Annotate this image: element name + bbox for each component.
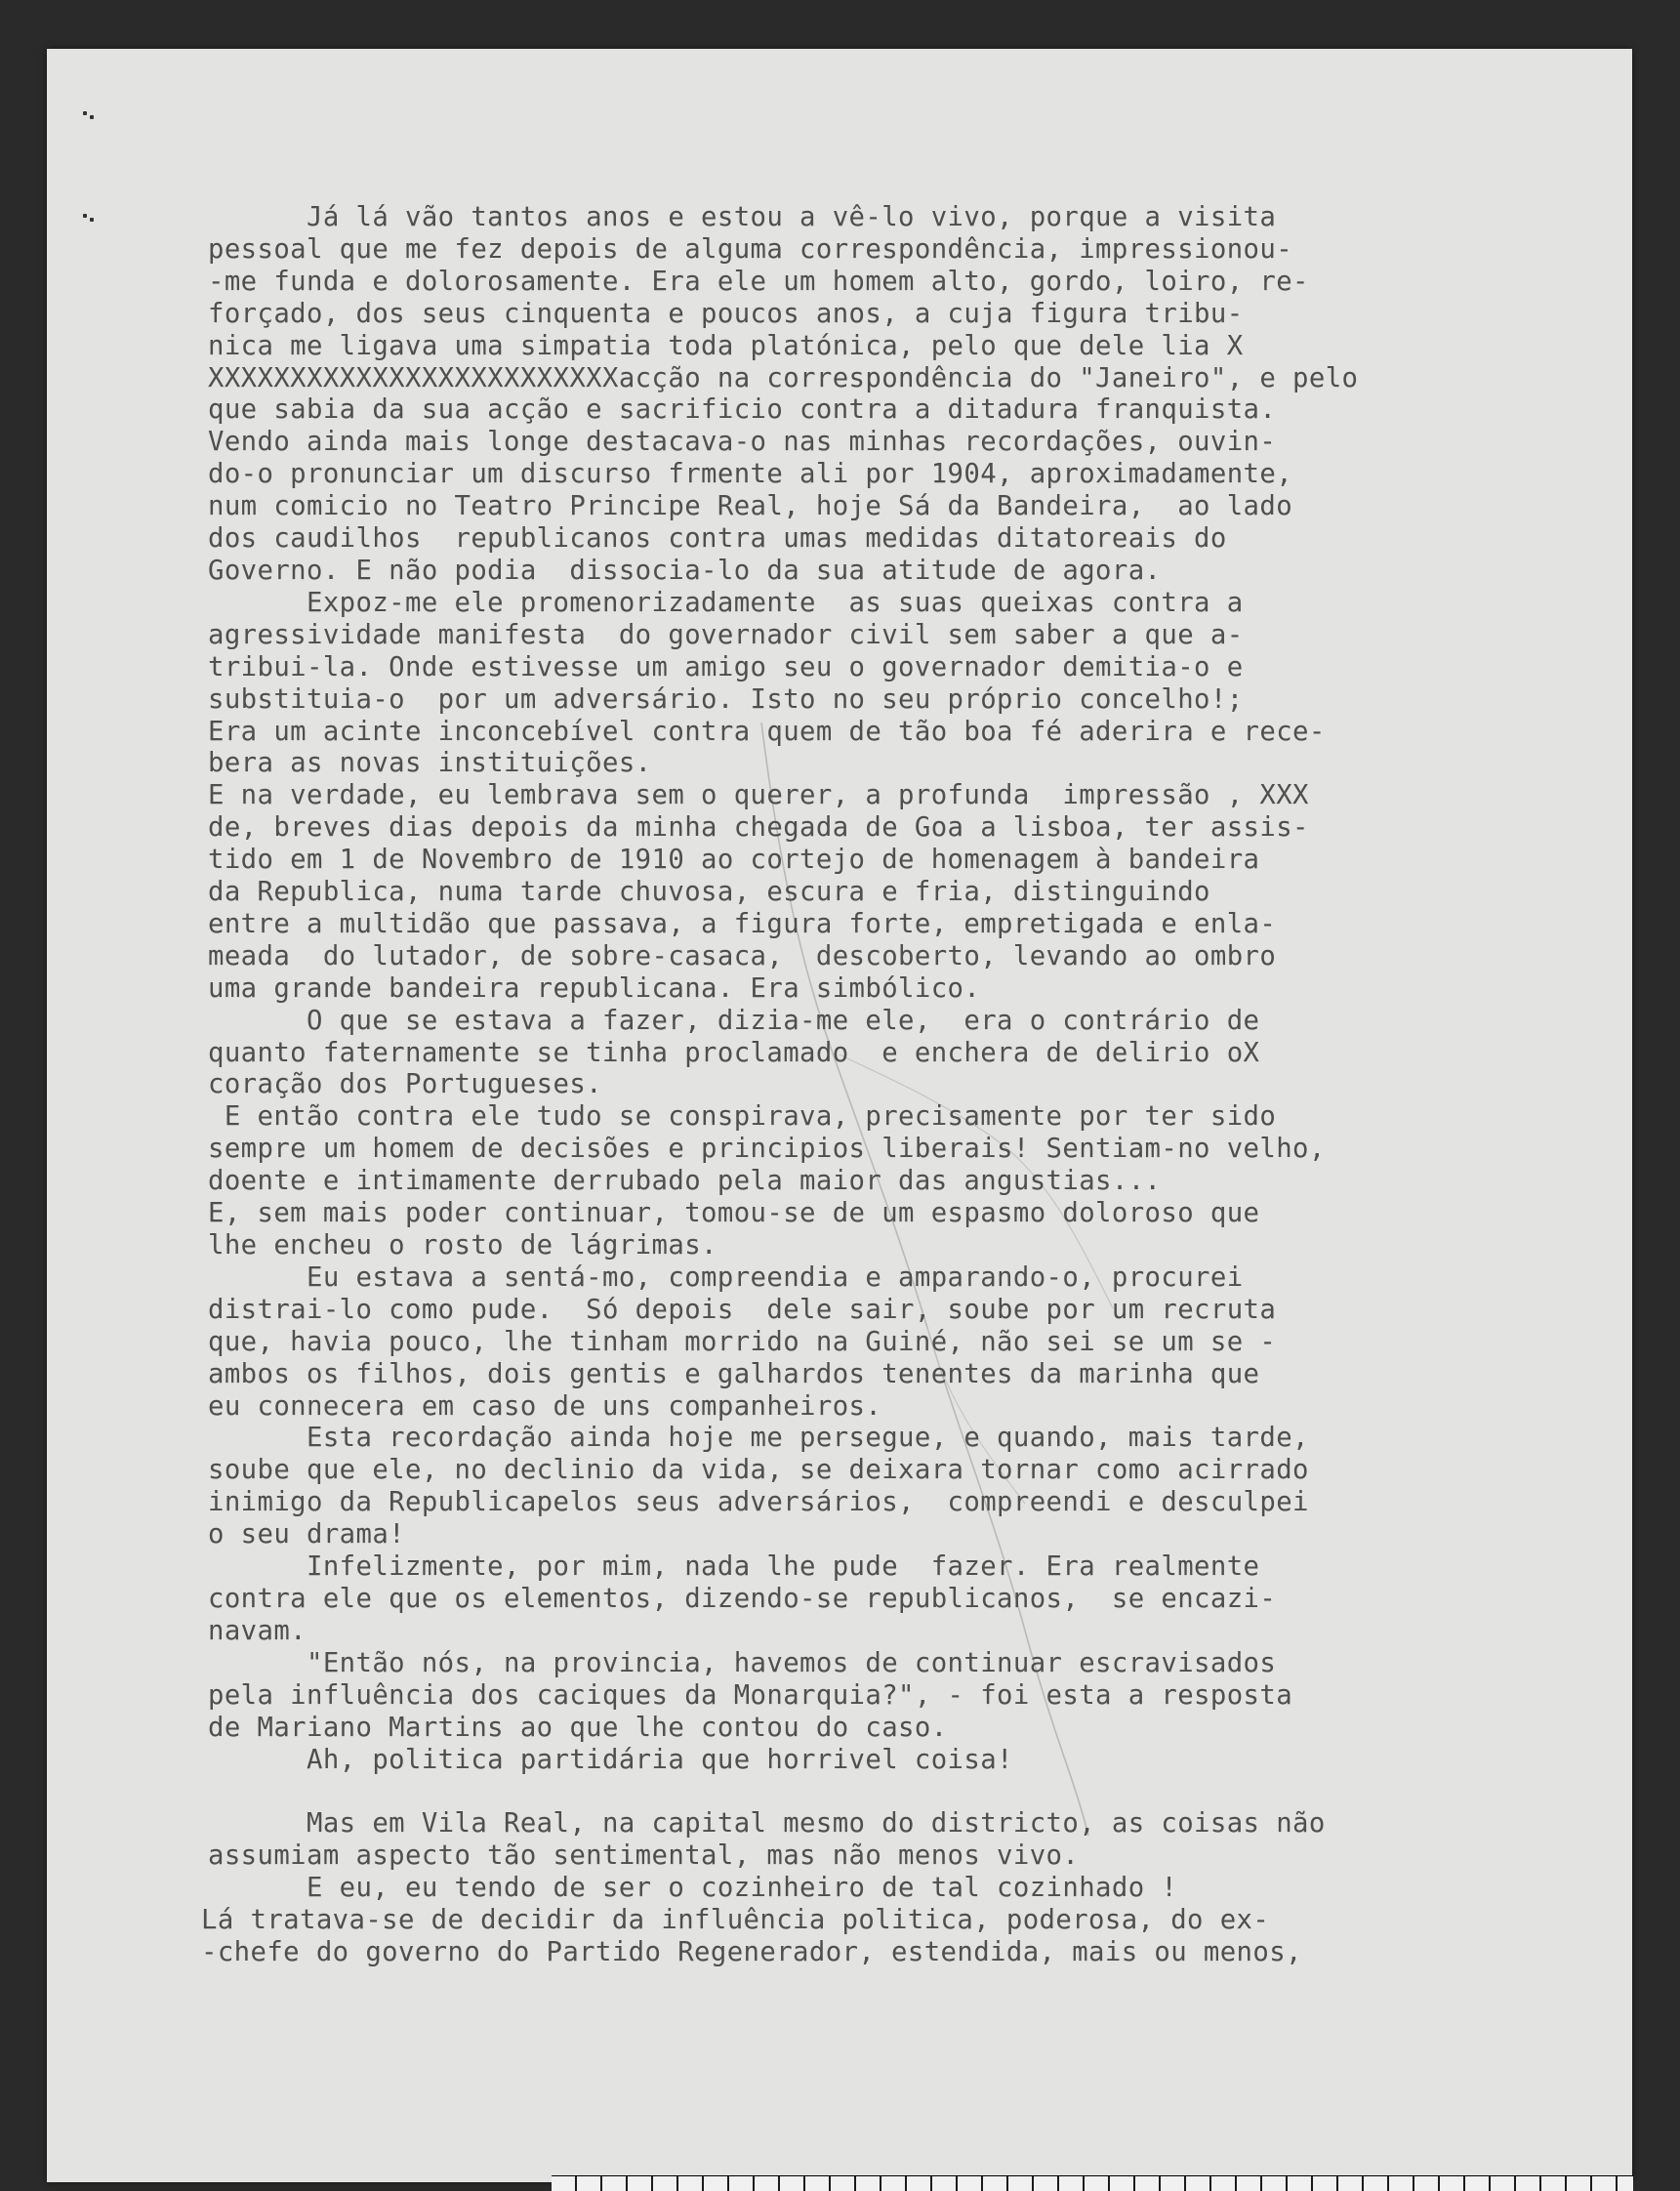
text-line: E na verdade, eu lembrava sem o querer, a profunda impressão , XXX <box>208 780 1309 811</box>
text-line: uma grande bandeira republicana. Era simbólico. <box>208 972 981 1004</box>
text-line: de, breves dias depois da minha chegada de Goa a lisboa, ter assis- <box>208 812 1309 844</box>
text-line: entre a multidão que passava, a figura forte, empretigada e enla- <box>208 908 1277 939</box>
text-line: E eu, eu tendo de ser o cozinheiro de tal cozinhado ! <box>208 1873 1178 1904</box>
text-line: num comicio no Teatro Principe Real, hoje Sá da Bandeira, ao lado <box>208 491 1293 522</box>
text-line: Ah, politica partidária que horrivel coisa! <box>208 1744 1013 1775</box>
text-line: do-o pronunciar um discurso frmente ali por 1904, aproximadamente, <box>208 459 1293 490</box>
text-line: doente e intimamente derrubado pela maior das angustias... <box>208 1166 1162 1197</box>
text-line: forçado, dos seus cinquenta e poucos anos, a cuja figura tribu- <box>208 298 1244 329</box>
text-line: da Republica, numa tarde chuvosa, escura e fria, distinguindo <box>208 877 1210 908</box>
text-line: Infelizmente, por mim, nada lhe pude fazer. Era realmente <box>208 1551 1260 1583</box>
text-line: XXXXXXXXXXXXXXXXXXXXXXXXXacção na correspondência do "Janeiro", e pelo <box>208 362 1359 393</box>
punch-mark <box>83 212 95 222</box>
text-line: -chefe do governo do Partido Regenerador, estendida, mais ou menos, <box>201 1936 1302 1967</box>
text-line: tribui-la. Onde estivesse um amigo seu o governador demitia-o e <box>208 651 1244 682</box>
text-line: coração dos Portugueses. <box>208 1069 603 1100</box>
text-line: inimigo da Republicapelos seus adversários, compreendi e desculpei <box>208 1487 1309 1518</box>
punch-mark <box>83 109 95 119</box>
typewritten-text <box>201 202 1550 1969</box>
text-line: nica me ligava uma simpatia toda platónica, pelo que dele lia X <box>208 330 1244 361</box>
blank-line <box>208 1776 1550 1808</box>
text-line: de Mariano Martins ao que lhe contou do caso. <box>208 1712 948 1743</box>
text-line: -me funda e dolorosamente. Era ele um homem alto, gordo, loiro, re- <box>208 266 1309 297</box>
text-line: dos caudilhos republicanos contra umas medidas ditatoreais do <box>208 523 1227 555</box>
text-line: E então contra ele tudo se conspirava, precisamente por ter sido <box>208 1101 1277 1133</box>
text-line: Mas em Vila Real, na capital mesmo do districto, as coisas não <box>208 1808 1326 1840</box>
text-line: lhe encheu o rosto de lágrimas. <box>208 1230 717 1261</box>
text-line: soube que ele, no declinio da vida, se deixara tornar como acirrado <box>208 1455 1309 1486</box>
text-line: "Então nós, na provincia, havemos de continuar escravisados <box>208 1647 1277 1678</box>
text-line: distrai-lo como pude. Só depois dele sair, soube por um recruta <box>208 1294 1277 1325</box>
text-line: que, havia pouco, lhe tinham morrido na Guiné, não sei se um se - <box>208 1326 1277 1357</box>
text-line: Eu estava a sentá-mo, compreendia e amparando-o, procurei <box>208 1261 1244 1293</box>
text-line: meada do lutador, de sobre-casaca, descoberto, levando ao ombro <box>208 940 1277 971</box>
text-line: pela influência dos caciques da Monarquia?", - foi esta a resposta <box>208 1679 1293 1711</box>
ruler-scale-bar <box>552 2175 1633 2191</box>
text-line: O que se estava a fazer, dizia-me ele, era o contrário de <box>208 1005 1260 1036</box>
text-line: Vendo ainda mais longe destacava-o nas minhas recordações, ouvin- <box>208 427 1277 458</box>
text-line: assumiam aspecto tão sentimental, mas não menos vivo. <box>208 1840 1080 1872</box>
text-line: substituia-o por um adversário. Isto no seu próprio concelho!; <box>208 683 1244 715</box>
text-line: que sabia da sua acção e sacrificio contra a ditadura franquista. <box>208 394 1277 426</box>
text-line: pessoal que me fez depois de alguma correspondência, impressionou- <box>208 233 1293 265</box>
text-line: o seu drama! <box>208 1519 406 1550</box>
text-line: contra ele que os elementos, dizendo-se republicanos, se encazi- <box>208 1583 1277 1614</box>
text-line: Governo. E não podia dissocia-lo da sua atitude de agora. <box>208 555 1162 586</box>
text-line: bera as novas instituições. <box>208 748 652 779</box>
text-line: quanto faternamente se tinha proclamado e enchera de delirio oX <box>208 1037 1260 1068</box>
text-line: agressividade manifesta do governador civil sem saber a que a- <box>208 619 1244 650</box>
text-line: tido em 1 de Novembro de 1910 ao cortejo de homenagem à bandeira <box>208 845 1260 876</box>
text-line: eu connecera em caso de uns companheiros. <box>208 1390 882 1422</box>
text-line: E, sem mais poder continuar, tomou-se de um espasmo doloroso que <box>208 1198 1260 1229</box>
margin-punch-marks <box>83 109 112 236</box>
text-line: Já lá vão tantos anos e estou a vê-lo vivo, porque a visita <box>208 202 1277 232</box>
text-line: Lá tratava-se de decidir da influência politica, poderosa, do ex- <box>201 1905 1270 1936</box>
text-line: sempre um homem de decisões e principios liberais! Sentiam-no velho, <box>208 1134 1326 1165</box>
text-line: navam. <box>208 1615 307 1646</box>
text-line: Expoz-me ele promenorizadamente as suas queixas contra a <box>208 587 1244 618</box>
text-line: Esta recordação ainda hoje me persegue, e quando, mais tarde, <box>208 1423 1309 1454</box>
text-line: ambos os filhos, dois gentis e galhardos tenentes da marinha que <box>208 1358 1260 1389</box>
text-line: Era um acinte inconcebível contra quem de tão boa fé aderira e rece- <box>208 716 1326 747</box>
